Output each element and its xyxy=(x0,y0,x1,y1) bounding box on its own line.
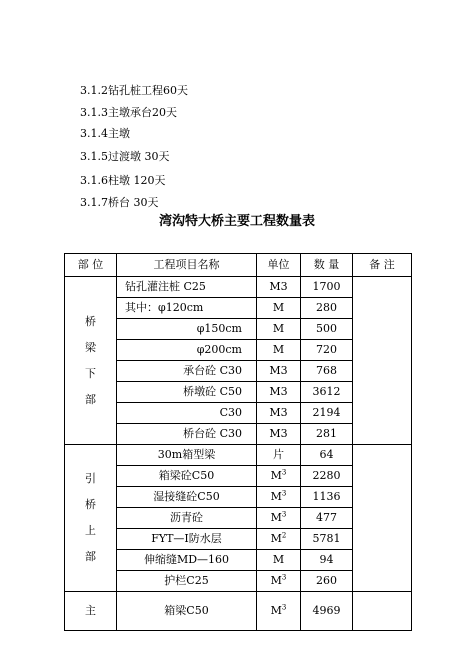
table-title: 湾沟特大桥主要工程数量表 xyxy=(158,214,315,229)
cell-item-name: 承台砼 C30 xyxy=(117,361,257,382)
cell-remarks xyxy=(353,445,412,592)
cell-unit xyxy=(257,298,301,319)
cell-item-name: 30m箱型梁 xyxy=(117,445,257,466)
cell-quantity: 280 xyxy=(301,298,353,319)
unit-superscript: 3 xyxy=(281,510,287,519)
cell-quantity: 477 xyxy=(301,508,353,529)
section-char: 桥 xyxy=(85,498,96,511)
cell-unit xyxy=(257,550,301,571)
section-char: 梁 xyxy=(85,340,96,354)
header-location: 部 位 xyxy=(65,254,117,277)
unit-text: M3 xyxy=(269,385,288,398)
header-unit: 单位 xyxy=(257,254,301,277)
cell-quantity: 1700 xyxy=(301,277,353,298)
unit-text: M xyxy=(270,604,282,617)
cell-unit xyxy=(257,277,301,298)
list-line-5: 3.1.6柱墩 120天 xyxy=(80,174,166,187)
cell-quantity: 281 xyxy=(301,424,353,445)
cell-quantity: 94 xyxy=(301,550,353,571)
cell-item-name: φ200cm xyxy=(117,340,257,361)
cell-quantity: 1136 xyxy=(301,487,353,508)
section-char: 部 xyxy=(85,550,96,563)
cell-quantity: 500 xyxy=(301,319,353,340)
section-char: 下 xyxy=(85,366,96,380)
cell-quantity: 2280 xyxy=(301,466,353,487)
cell-item-name: φ150cm xyxy=(117,319,257,340)
unit-superscript: 2 xyxy=(281,531,287,540)
cell-quantity: 4969 xyxy=(301,592,353,631)
cell-item-name: FYT—Ⅰ防水层 xyxy=(117,529,257,550)
unit-text: M xyxy=(272,343,285,356)
unit-text: M xyxy=(272,553,285,566)
cell-quantity: 260 xyxy=(301,571,353,592)
cell-item-name: 沥青砼 xyxy=(117,508,257,529)
cell-unit xyxy=(257,529,301,550)
unit-text: M xyxy=(272,322,285,335)
section-label xyxy=(65,277,117,445)
cell-item-name: 其中：φ120cm xyxy=(117,298,257,319)
section-char: 主 xyxy=(85,604,96,617)
table-body xyxy=(65,277,412,631)
cell-unit xyxy=(257,466,301,487)
unit-text: M xyxy=(270,469,282,482)
cell-item-name: 钻孔灌注桩 C25 xyxy=(117,277,257,298)
header-item-name: 工程项目名称 xyxy=(117,254,257,277)
cell-quantity: 5781 xyxy=(301,529,353,550)
cell-item-name: 护栏C25 xyxy=(117,571,257,592)
cell-remarks xyxy=(353,277,412,445)
cell-quantity: 720 xyxy=(301,340,353,361)
cell-item-name: 箱梁C50 xyxy=(117,592,257,631)
unit-superscript: 3 xyxy=(281,489,287,498)
cell-quantity: 2194 xyxy=(301,403,353,424)
cell-quantity: 3612 xyxy=(301,382,353,403)
cell-unit xyxy=(257,592,301,631)
cell-remarks xyxy=(353,592,412,631)
unit-text: M xyxy=(270,511,282,524)
cell-unit xyxy=(257,445,301,466)
header-remarks: 备 注 xyxy=(353,254,412,277)
section-char: 部 xyxy=(85,392,96,406)
cell-unit xyxy=(257,382,301,403)
cell-item-name: 桥墩砼 C50 xyxy=(117,382,257,403)
unit-text: M xyxy=(270,532,282,545)
quantity-table xyxy=(64,253,412,631)
unit-text: M xyxy=(270,490,282,503)
unit-superscript: 3 xyxy=(281,603,287,612)
list-line-3: 3.1.4主墩 xyxy=(80,127,130,140)
table-row xyxy=(65,592,412,631)
list-line-6: 3.1.7桥台 30天 xyxy=(80,196,159,209)
cell-item-name: 箱梁砼C50 xyxy=(117,466,257,487)
table-row xyxy=(65,277,412,298)
unit-text: M3 xyxy=(269,427,288,440)
unit-superscript: 3 xyxy=(281,573,287,582)
cell-unit xyxy=(257,424,301,445)
cell-unit xyxy=(257,340,301,361)
cell-unit xyxy=(257,508,301,529)
table-row xyxy=(65,445,412,466)
cell-item-name: 桥台砼 C30 xyxy=(117,424,257,445)
unit-text: 片 xyxy=(273,448,284,461)
header-quantity: 数 量 xyxy=(301,254,353,277)
cell-unit xyxy=(257,487,301,508)
section-char: 引 xyxy=(85,472,96,485)
cell-quantity: 768 xyxy=(301,361,353,382)
unit-text: M xyxy=(270,574,282,587)
unit-text: M3 xyxy=(269,364,288,377)
list-line-2: 3.1.3主墩承台20天 xyxy=(80,106,177,119)
unit-text: M3 xyxy=(269,280,288,293)
section-label xyxy=(65,592,117,631)
cell-unit xyxy=(257,361,301,382)
cell-unit xyxy=(257,319,301,340)
cell-item-name: C30 xyxy=(117,403,257,424)
section-char: 上 xyxy=(85,524,96,537)
section-char: 桥 xyxy=(85,314,96,328)
unit-text: M3 xyxy=(269,406,288,419)
cell-quantity: 64 xyxy=(301,445,353,466)
table-header-row xyxy=(65,254,412,277)
list-line-1: 3.1.2钻孔桩工程60天 xyxy=(80,84,188,97)
cell-unit xyxy=(257,571,301,592)
cell-item-name: 伸缩缝MD—160 xyxy=(117,550,257,571)
unit-superscript: 3 xyxy=(281,468,287,477)
list-line-4: 3.1.5过渡墩 30天 xyxy=(80,150,170,163)
cell-unit xyxy=(257,403,301,424)
cell-item-name: 湿接缝砼C50 xyxy=(117,487,257,508)
unit-text: M xyxy=(272,301,285,314)
section-label xyxy=(65,445,117,592)
